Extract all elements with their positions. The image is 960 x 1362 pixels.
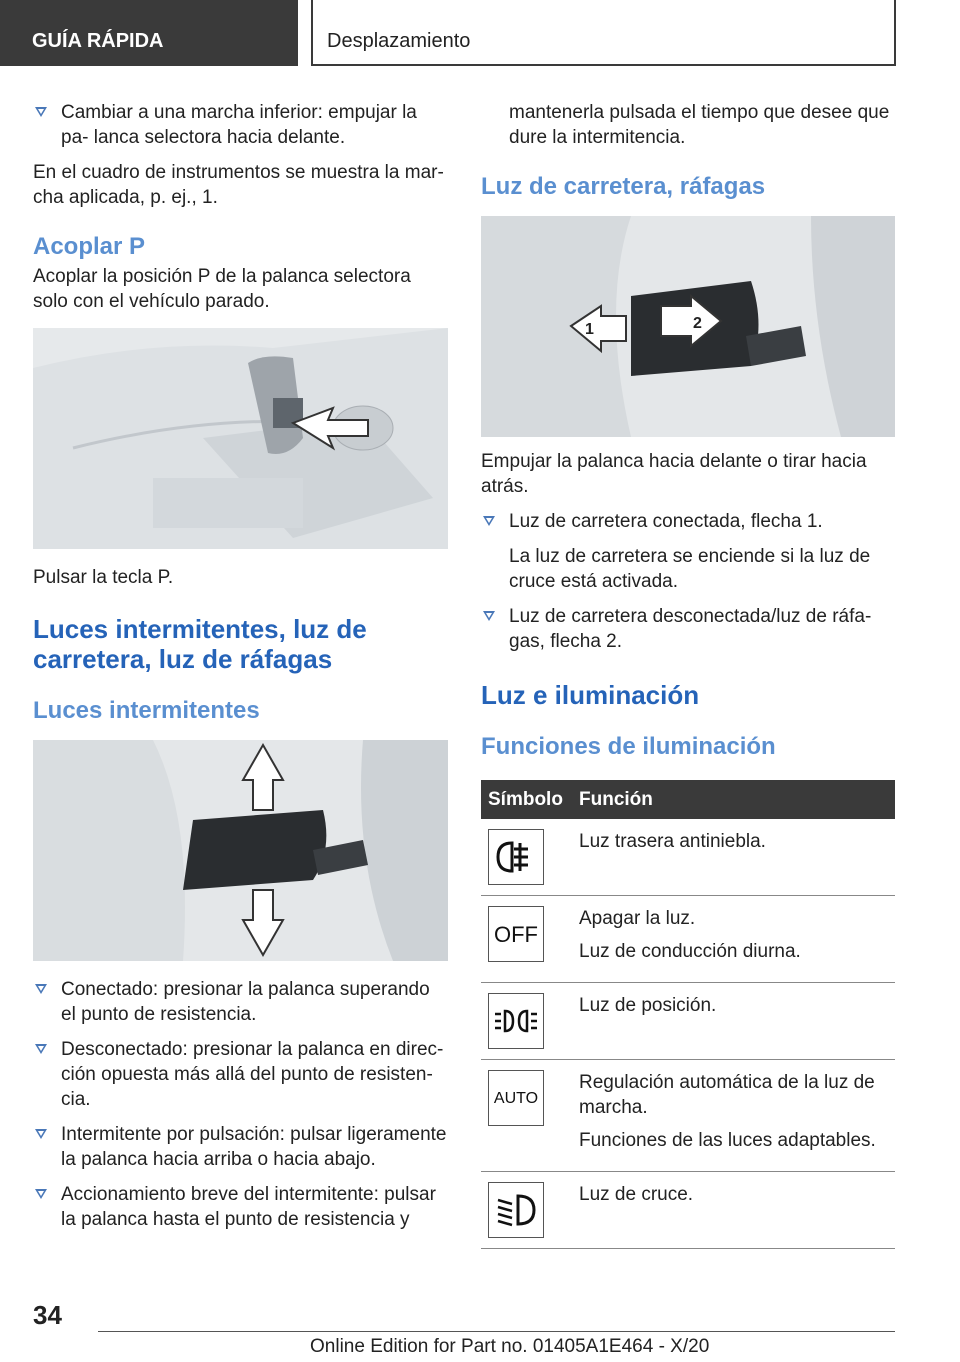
col-function-header: Función — [579, 780, 895, 819]
bullet-triangle-icon — [483, 611, 495, 621]
right-column — [481, 100, 895, 1249]
heading-intermitentes: Luces intermitentes — [33, 697, 260, 724]
page-header — [0, 0, 960, 66]
high-beam-figure — [481, 216, 895, 437]
table-header-row — [481, 780, 895, 819]
off-icon: OFF — [488, 906, 544, 962]
turn-signal-illustration — [33, 740, 448, 961]
heading-carretera: Luz de carretera, ráfagas — [481, 173, 766, 200]
high-beam-illustration — [481, 216, 895, 437]
bullet-triangle-icon — [35, 1189, 47, 1199]
arrow-1-label: 1 — [585, 321, 594, 338]
paragraph: mantenerla pulsada el tiempo que desee que dure la intermitencia. — [509, 102, 890, 148]
turn-signal-figure — [33, 740, 448, 961]
turn-signal-list — [33, 977, 448, 1232]
table-row: OFF Apagar la luz. Luz de conducción diurna. — [481, 896, 895, 983]
bullet-triangle-icon — [35, 1044, 47, 1054]
auto-icon: AUTO — [488, 1070, 544, 1126]
heading-funciones: Funciones de iluminación — [481, 733, 776, 760]
chapter-tab: Desplazamiento — [311, 0, 896, 66]
list-item: Intermitente por pulsación: pulsar ligeramente la palanca hacia arriba o hacia abajo. — [33, 1122, 448, 1172]
table-row: Luz de posición. — [481, 983, 895, 1060]
page-number: 34 — [33, 1300, 62, 1330]
list-item: Cambiar a una marcha inferior: empujar la pa‐ lanca selectora hacia delante. — [33, 100, 448, 150]
heading-luz-iluminacion: Luz e iluminación — [481, 680, 700, 710]
footer-divider — [98, 1331, 895, 1332]
list-item: Conectado: presionar la palanca superando el punto de resistencia. — [33, 977, 448, 1027]
bullet-triangle-icon — [35, 984, 47, 994]
bullet-triangle-icon — [483, 516, 495, 526]
list-item: Luz de carretera conectada, flecha 1. — [481, 509, 895, 534]
table-row: AUTO Regulación automática de la luz de marcha. Funciones de las luces adaptables. — [481, 1060, 895, 1172]
left-column — [33, 100, 448, 1242]
table-row: Luz trasera antiniebla. — [481, 819, 895, 896]
edition-text: Online Edition for Part no. 01405A1E464 - X/20 — [310, 1336, 710, 1357]
paragraph: Acoplar la posición P de la palanca selectora solo con el vehículo parado. — [33, 266, 411, 312]
selector-lever-illustration — [33, 328, 448, 549]
low-beam-icon — [488, 1182, 544, 1238]
paragraph: Empujar la palanca hacia delante o tirar hacia atrás. — [481, 451, 867, 497]
heading-luces: Luces intermitentes, luz de carretera, luz de ráfagas — [33, 614, 367, 674]
bullet-triangle-icon — [35, 1129, 47, 1139]
list-item: Accionamiento breve del intermitente: pulsar la palanca hasta el punto de resistencia y — [33, 1182, 448, 1232]
arrow-2-label: 2 — [693, 315, 702, 332]
list-item: Desconectado: presionar la palanca en direc‐ ción opuesta más allá del punto de resisten‐ cia. — [33, 1037, 448, 1112]
list-item: Luz de carretera desconectada/luz de ráfa‐ gas, flecha 2. — [481, 604, 895, 654]
figure-caption: Pulsar la tecla P. — [33, 567, 174, 588]
table-row: Luz de cruce. — [481, 1172, 895, 1249]
heading-acoplar: Acoplar P — [33, 233, 146, 260]
col-symbol-header: Símbolo — [481, 780, 579, 819]
rear-fog-light-icon — [488, 829, 544, 885]
section-tab: GUÍA RÁPIDA — [0, 0, 298, 66]
bullet-triangle-icon — [35, 107, 47, 117]
paragraph: La luz de carretera se enciende si la luz de cruce está activada. — [509, 546, 871, 592]
parking-light-icon — [488, 993, 544, 1049]
paragraph: En el cuadro de instrumentos se muestra la mar‐ cha aplicada, p. ej., 1. — [33, 162, 444, 208]
lighting-functions-table — [481, 780, 895, 1249]
selector-lever-figure — [33, 328, 448, 549]
